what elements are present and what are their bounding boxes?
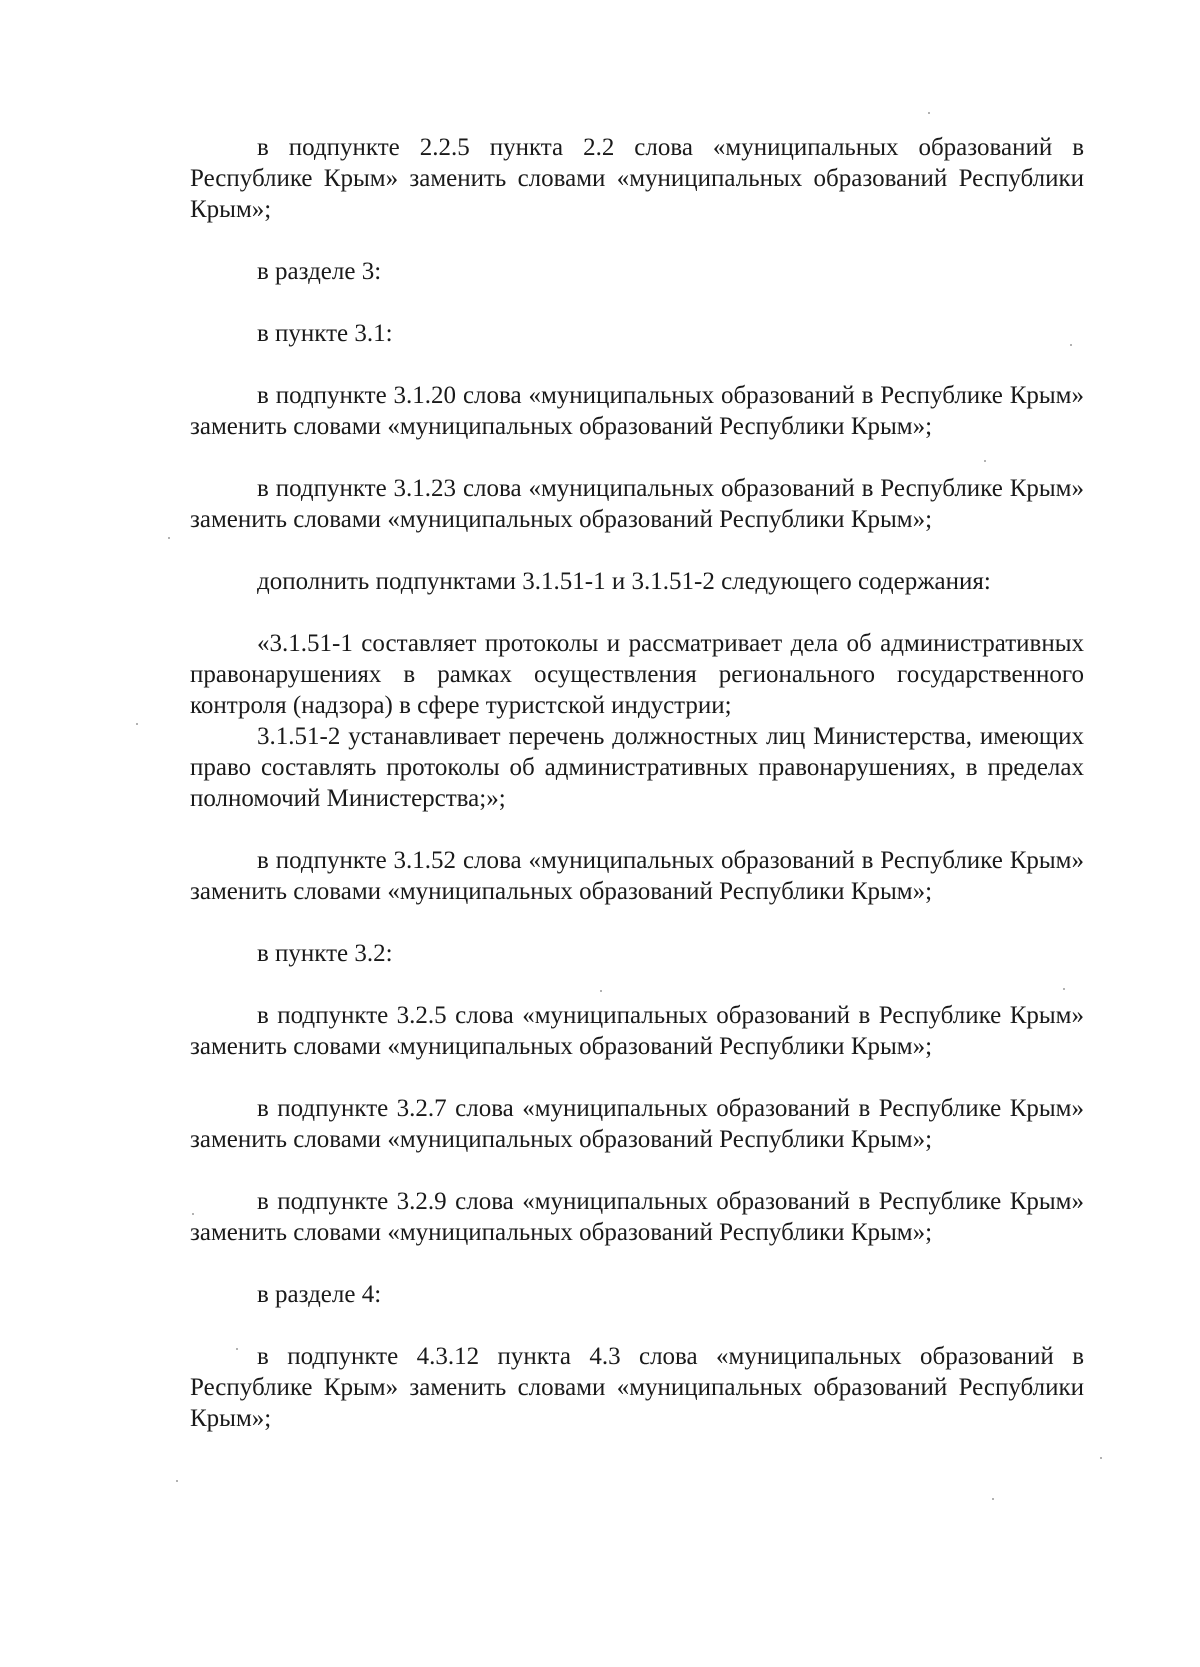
document-body [190,132,1084,1434]
scan-speck [168,537,170,539]
scan-speck [236,1348,238,1350]
scan-speck [600,990,602,992]
scan-speck [1063,988,1065,990]
paragraph-section-3: в разделе 3: [257,258,382,285]
paragraph-3-2-7: в подпункте 3.2.7 слова «муниципальных образований в Республике Крым» заменить словами «муниципальных образований Республики Крым»; [190,1095,1084,1153]
scan-speck [928,112,930,114]
paragraph-supplement: дополнить подпунктами 3.1.51-1 и 3.1.51-2 следующего содержания: [257,568,991,595]
scan-speck [984,460,986,462]
paragraph-3-1-52: в подпункте 3.1.52 слова «муниципальных образований в Республике Крым» заменить словами «муниципальных образований Республики Крым»; [190,847,1084,905]
paragraph-item-3-1: в пункте 3.1: [257,320,393,347]
paragraph-3-1-51-2: 3.1.51-2 устанавливает перечень должностных лиц Министерства, имеющих право составлять протоколы об административных правонарушениях, в пределах полномочий Министерства;»; [190,723,1084,812]
paragraph-2-2-5: в подпункте 2.2.5 пункта 2.2 слова «муниципальных образований в Республике Крым» заменить словами «муниципальных образований Республики Крым»; [190,134,1084,223]
scan-speck [992,1498,994,1500]
scan-speck [1100,1457,1102,1459]
paragraph-3-1-23: в подпункте 3.1.23 слова «муниципальных образований в Республике Крым» заменить словами «муниципальных образований Республики Крым»; [190,475,1084,533]
paragraph-3-1-20: в подпункте 3.1.20 слова «муниципальных образований в Республике Крым» заменить словами «муниципальных образований Республики Крым»; [190,382,1084,440]
paragraph-4-3-12: в подпункте 4.3.12 пункта 4.3 слова «муниципальных образований в Республике Крым» заменить словами «муниципальных образований Республики Крым»; [190,1343,1084,1432]
scan-speck [176,1480,178,1482]
scan-speck [192,1213,194,1215]
paragraph-3-2-9: в подпункте 3.2.9 слова «муниципальных образований в Республике Крым» заменить словами «муниципальных образований Республики Крым»; [190,1188,1084,1246]
scan-speck [1070,344,1072,346]
paragraph-section-4: в разделе 4: [257,1281,382,1308]
scan-speck [136,723,138,725]
paragraph-item-3-2: в пункте 3.2: [257,940,393,967]
paragraph-3-1-51-1: «3.1.51-1 составляет протоколы и рассматривает дела об административных правонарушениях в рамках осуществления регионального государственного контроля (надзора) в сфере туристской индустрии; [190,630,1084,719]
paragraph-3-2-5: в подпункте 3.2.5 слова «муниципальных образований в Республике Крым» заменить словами «муниципальных образований Республики Крым»; [190,1002,1084,1060]
